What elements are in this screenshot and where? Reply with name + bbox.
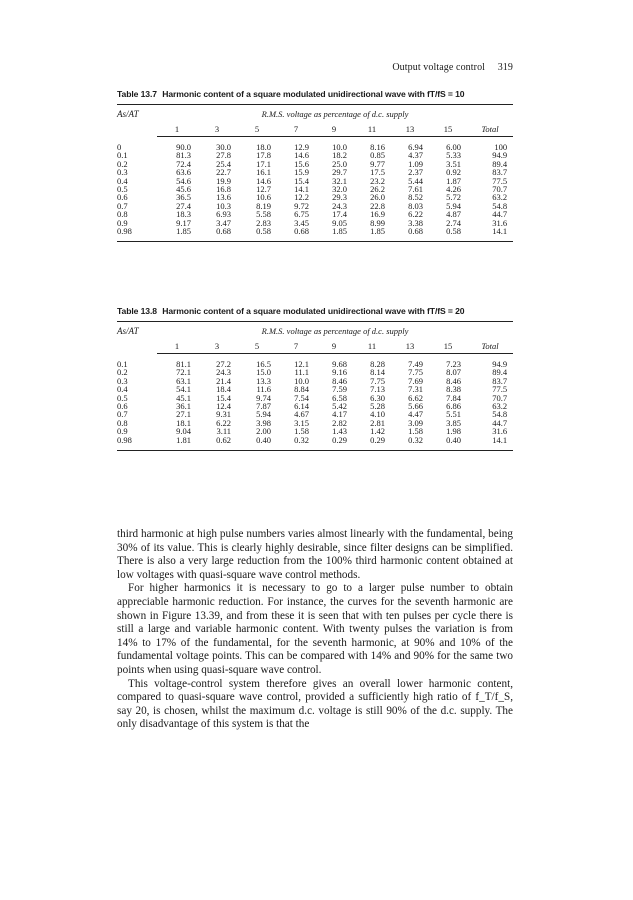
column-header: 7 <box>277 123 315 137</box>
table-cell: 9.68 <box>332 359 347 369</box>
table-cell: 1.42 <box>370 426 385 437</box>
table-cell: 3.38 <box>408 217 423 228</box>
table-cell: 30.0 <box>216 142 231 152</box>
table-cell: 0.40 <box>446 434 461 445</box>
table-cell: 32.1 <box>332 175 347 186</box>
table-cell: 7.59 <box>332 384 347 395</box>
paragraph: third harmonic at high pulse numbers varies almost linearly with the fundamental, being 30% of its value. This is clearly highly desirable, since filter designs can be simplified. There is also a very large reduction from the 100% third harmonic content obtained at low voltages with quasi-square wave control methods. <box>117 528 513 581</box>
table-cell: 9.16 <box>332 367 347 378</box>
table-cell: 7.87 <box>256 401 271 412</box>
table-cell: 10.0 <box>332 142 347 152</box>
table-cell: 25.0 <box>332 158 347 169</box>
table-cell: 13.6 <box>216 192 231 203</box>
table-cell: 27.8 <box>216 150 231 161</box>
table-cell: 4.67 <box>294 409 309 420</box>
body-text <box>117 528 513 732</box>
table-cell: 29.7 <box>332 167 347 178</box>
table-number: Table 13.7 <box>117 89 157 99</box>
table-cell: 9.04 <box>176 426 191 437</box>
table-cell: 9.05 <box>332 217 347 228</box>
row-label: 0.5 <box>117 392 128 403</box>
table-cell: 7.49 <box>408 359 423 369</box>
table-cell: 8.28 <box>370 359 385 369</box>
table-13-8 <box>117 306 513 451</box>
table-cell: 21.4 <box>216 375 231 386</box>
column-header: Total <box>467 340 513 354</box>
table-cell: 10.0 <box>294 375 309 386</box>
table-cell: 6.22 <box>408 209 423 220</box>
table-cell: 22.7 <box>216 167 231 178</box>
table-cell: 63.1 <box>176 375 191 386</box>
table-cell: 89.4 <box>492 367 508 378</box>
column-header: 7 <box>277 340 315 354</box>
table-cell: 31.6 <box>492 426 508 437</box>
column-header: 1 <box>157 123 197 137</box>
table-cell: 8.46 <box>446 375 461 386</box>
table-cell: 22.8 <box>370 200 385 211</box>
row-label: 0.2 <box>117 367 128 378</box>
table-cell: 6.58 <box>332 392 347 403</box>
column-header: 11 <box>353 123 391 137</box>
table-cell: 3.47 <box>216 217 231 228</box>
table-cell: 15.4 <box>294 175 309 186</box>
table-cell: 18.0 <box>256 142 271 152</box>
table-cell: 8.46 <box>332 375 347 386</box>
column-header: 9 <box>315 123 353 137</box>
table-cell: 25.4 <box>216 158 231 169</box>
table-cell: 27.4 <box>176 200 191 211</box>
table-cell: 54.8 <box>492 409 508 420</box>
table-cell: 24.3 <box>216 367 231 378</box>
table-cell: 3.11 <box>216 426 231 437</box>
table-cell: 6.14 <box>294 401 309 412</box>
table-cell: 26.0 <box>370 192 385 203</box>
table-cell: 1.85 <box>370 226 385 237</box>
table-cell: 17.4 <box>332 209 347 220</box>
table-cell: 0.29 <box>332 434 347 445</box>
table-cell: 23.2 <box>370 175 385 186</box>
table-cell: 0.29 <box>370 434 385 445</box>
table-cell: 27.2 <box>216 359 231 369</box>
table-cell: 45.1 <box>176 392 191 403</box>
table-cell: 6.93 <box>216 209 231 220</box>
table-cell: 0.92 <box>446 167 461 178</box>
table-cell: 16.1 <box>256 167 271 178</box>
table-cell: 18.2 <box>332 150 347 161</box>
table-cell: 8.84 <box>294 384 309 395</box>
row-label: 0.7 <box>117 409 128 420</box>
table-cell: 17.1 <box>256 158 271 169</box>
table-cell: 1.58 <box>408 426 423 437</box>
table-cell: 4.17 <box>332 409 347 420</box>
row-label: 0.4 <box>117 175 128 186</box>
column-header: 3 <box>197 340 237 354</box>
row-label: 0.7 <box>117 200 128 211</box>
table-cell: 63.2 <box>492 192 508 203</box>
table-cell: 5.28 <box>370 401 385 412</box>
table-cell: 17.8 <box>256 150 271 161</box>
table-cell: 15.9 <box>294 167 309 178</box>
column-header: 15 <box>429 340 467 354</box>
table-cell: 14.1 <box>492 434 508 445</box>
table-cell: 63.6 <box>176 167 191 178</box>
table-cell: 15.0 <box>256 367 271 378</box>
table-cell: 6.75 <box>294 209 309 220</box>
row-label: 0.98 <box>117 434 132 445</box>
row-label: 0.4 <box>117 384 128 395</box>
table-cell: 54.6 <box>176 175 191 186</box>
row-label: 0.8 <box>117 417 128 428</box>
table-cell: 70.7 <box>492 392 508 403</box>
table-cell: 8.38 <box>446 384 461 395</box>
table-cell: 2.00 <box>256 426 271 437</box>
row-label: 0.9 <box>117 426 128 437</box>
table-cell: 29.3 <box>332 192 347 203</box>
table-cell: 9.72 <box>294 200 309 211</box>
table-cell: 2.37 <box>408 167 423 178</box>
row-label: 0.9 <box>117 217 128 228</box>
table-cell: 31.6 <box>492 217 508 228</box>
table-cell: 72.1 <box>176 367 191 378</box>
table-cell: 0.68 <box>408 226 423 237</box>
table-cell: 83.7 <box>492 375 508 386</box>
table-cell: 0.32 <box>408 434 423 445</box>
table-cell: 8.14 <box>370 367 385 378</box>
table-cell: 36.5 <box>176 192 191 203</box>
table-cell: 1.87 <box>446 175 461 186</box>
table-cell: 4.26 <box>446 184 461 195</box>
paragraph: For higher harmonics it is necessary to go to a larger pulse number to obtain appreciable harmonic reduction. For instance, the curves for the seventh harmonic are shown in Figure 13.39, and from these it is seen that with ten pulses per cycle there is still a large and variable harmonic content. With twenty pulses the variation is from 14% to 17% of the fundamental, for the seventh harmonic, at 90% and 10% of the fundamental voltage points. This can be compared with 14% and 90% for the same two points when using quasi-square wave control. <box>117 582 513 676</box>
table-cell: 100 <box>494 142 508 152</box>
table-cell: 14.6 <box>294 150 309 161</box>
table-cell: 7.61 <box>408 184 423 195</box>
table-cell: 72.4 <box>176 158 191 169</box>
table-cell: 6.86 <box>446 401 461 412</box>
table-cell: 18.1 <box>176 417 191 428</box>
table-cell: 18.4 <box>216 384 231 395</box>
row-label: 0.8 <box>117 209 128 220</box>
table-cell: 36.1 <box>176 401 191 412</box>
table-cell: 14.1 <box>492 226 508 237</box>
table-cell: 19.9 <box>216 175 231 186</box>
table-cell: 44.7 <box>492 209 508 220</box>
table-cell: 7.54 <box>294 392 309 403</box>
table-number: Table 13.8 <box>117 306 157 316</box>
table-cell: 5.58 <box>256 209 271 220</box>
table-cell: 18.3 <box>176 209 191 220</box>
table-cell: 5.66 <box>408 401 423 412</box>
page-number: 319 <box>497 62 513 73</box>
table-cell: 1.58 <box>294 426 309 437</box>
table-cell: 6.22 <box>216 417 231 428</box>
table-cell: 1.09 <box>408 158 423 169</box>
table-cell: 8.07 <box>446 367 461 378</box>
table-13-7 <box>117 89 513 242</box>
table-cell: 6.94 <box>408 142 423 152</box>
column-group-label: R.M.S. voltage as percentage of d.c. supply <box>261 108 409 119</box>
table-cell: 4.10 <box>370 409 385 420</box>
table-cell: 2.74 <box>446 217 461 228</box>
table-cell: 4.87 <box>446 209 461 220</box>
row-label: 0.6 <box>117 401 128 412</box>
table-cell: 4.37 <box>408 150 423 161</box>
harmonic-table <box>117 105 513 242</box>
table-cell: 0.58 <box>256 226 271 237</box>
table-title: Harmonic content of a square modulated unidirectional wave with fT/fS = 20 <box>162 306 465 316</box>
table-cell: 8.19 <box>256 200 271 211</box>
row-label: 0.3 <box>117 375 128 386</box>
table-cell: 10.6 <box>256 192 271 203</box>
table-cell: 6.00 <box>446 142 461 152</box>
column-header: 13 <box>391 123 429 137</box>
table-cell: 7.31 <box>408 384 423 395</box>
table-cell: 70.7 <box>492 184 508 195</box>
table-cell: 2.81 <box>370 417 385 428</box>
table-cell: 0.85 <box>370 150 385 161</box>
table-cell: 1.98 <box>446 426 461 437</box>
table-caption <box>117 306 513 316</box>
table-cell: 2.82 <box>332 417 347 428</box>
table-cell: 9.77 <box>370 158 385 169</box>
table-cell: 13.3 <box>256 375 271 386</box>
table-cell: 0.68 <box>294 226 309 237</box>
table-cell: 0.32 <box>294 434 309 445</box>
table-cell: 7.75 <box>370 375 385 386</box>
table-cell: 5.33 <box>446 150 461 161</box>
column-group-label: R.M.S. voltage as percentage of d.c. supply <box>261 325 409 336</box>
row-label: 0.98 <box>117 226 132 237</box>
table-cell: 3.51 <box>446 158 461 169</box>
table-cell: 7.13 <box>370 384 385 395</box>
table-cell: 5.51 <box>446 409 461 420</box>
table-cell: 24.3 <box>332 200 347 211</box>
table-caption <box>117 89 513 99</box>
row-label: 0.1 <box>117 359 128 369</box>
table-cell: 81.1 <box>176 359 191 369</box>
table-cell: 9.31 <box>216 409 231 420</box>
table-cell: 9.17 <box>176 217 191 228</box>
running-head <box>118 62 513 73</box>
table-cell: 44.7 <box>492 417 508 428</box>
table-cell: 83.7 <box>492 167 508 178</box>
table-cell: 3.09 <box>408 417 423 428</box>
table-cell: 63.2 <box>492 401 508 412</box>
column-header: 11 <box>353 340 391 354</box>
table-cell: 94.9 <box>492 359 508 369</box>
table-cell: 77.5 <box>492 175 508 186</box>
running-head-title: Output voltage control <box>392 62 486 73</box>
table-cell: 15.4 <box>216 392 231 403</box>
table-cell: 8.52 <box>408 192 423 203</box>
table-cell: 5.94 <box>446 200 461 211</box>
table-cell: 54.1 <box>176 384 191 395</box>
table-cell: 1.43 <box>332 426 347 437</box>
table-cell: 81.3 <box>176 150 191 161</box>
table-cell: 54.8 <box>492 200 508 211</box>
table-cell: 1.85 <box>332 226 347 237</box>
column-header: 15 <box>429 123 467 137</box>
table-cell: 0.62 <box>216 434 231 445</box>
table-cell: 8.03 <box>408 200 423 211</box>
table-cell: 3.85 <box>446 417 461 428</box>
table-cell: 7.75 <box>408 367 423 378</box>
row-label: 0.3 <box>117 167 128 178</box>
table-cell: 32.0 <box>332 184 347 195</box>
table-cell: 5.44 <box>408 175 423 186</box>
table-cell: 11.1 <box>294 367 309 378</box>
column-header: 1 <box>157 340 197 354</box>
table-cell: 2.83 <box>256 217 271 228</box>
table-cell: 3.45 <box>294 217 309 228</box>
table-row <box>117 227 513 235</box>
table-cell: 0.58 <box>446 226 461 237</box>
table-cell: 3.98 <box>256 417 271 428</box>
table-cell: 89.4 <box>492 158 508 169</box>
row-axis-label: As/AT <box>117 108 139 119</box>
paragraph: This voltage-control system therefore gives an overall lower harmonic content, compared to quasi-square wave control, provided a sufficiently high ratio of f_T/f_S, say 20, is chosen, whilst the maximum d.c. voltage is still 90% of the d.c. supply. The only disadvantage of this system is that the <box>117 677 513 731</box>
table-cell: 5.94 <box>256 409 271 420</box>
table-cell: 5.42 <box>332 401 347 412</box>
table-cell: 12.4 <box>216 401 231 412</box>
table-cell: 6.30 <box>370 392 385 403</box>
table-cell: 9.74 <box>256 392 271 403</box>
table-cell: 8.99 <box>370 217 385 228</box>
table-cell: 12.1 <box>294 359 309 369</box>
table-cell: 10.3 <box>216 200 231 211</box>
column-header: 5 <box>237 123 277 137</box>
table-cell: 6.62 <box>408 392 423 403</box>
table-cell: 1.81 <box>176 434 191 445</box>
column-header: 3 <box>197 123 237 137</box>
table-cell: 8.16 <box>370 142 385 152</box>
table-cell: 26.2 <box>370 184 385 195</box>
table-cell: 16.8 <box>216 184 231 195</box>
table-cell: 4.47 <box>408 409 423 420</box>
column-header: 9 <box>315 340 353 354</box>
table-cell: 3.15 <box>294 417 309 428</box>
column-header: 13 <box>391 340 429 354</box>
row-label: 0.2 <box>117 158 128 169</box>
table-cell: 7.23 <box>446 359 461 369</box>
table-cell: 12.9 <box>294 142 309 152</box>
table-cell: 17.5 <box>370 167 385 178</box>
column-header: 5 <box>237 340 277 354</box>
table-cell: 16.9 <box>370 209 385 220</box>
table-cell: 12.2 <box>294 192 309 203</box>
table-cell: 16.5 <box>256 359 271 369</box>
harmonic-table <box>117 322 513 451</box>
table-cell: 7.69 <box>408 375 423 386</box>
table-cell: 14.6 <box>256 175 271 186</box>
table-cell: 15.6 <box>294 158 309 169</box>
row-label: 0 <box>117 142 122 152</box>
row-label: 0.1 <box>117 150 128 161</box>
table-cell: 14.1 <box>294 184 309 195</box>
table-cell: 1.85 <box>176 226 191 237</box>
table-cell: 5.72 <box>446 192 461 203</box>
row-label: 0.6 <box>117 192 128 203</box>
table-cell: 7.84 <box>446 392 461 403</box>
table-row <box>117 436 513 444</box>
row-axis-label: As/AT <box>117 325 139 336</box>
table-cell: 27.1 <box>176 409 191 420</box>
row-label: 0.5 <box>117 184 128 195</box>
column-header: Total <box>467 123 513 137</box>
table-cell: 0.40 <box>256 434 271 445</box>
table-cell: 11.6 <box>256 384 271 395</box>
table-cell: 94.9 <box>492 150 508 161</box>
table-cell: 77.5 <box>492 384 508 395</box>
table-title: Harmonic content of a square modulated unidirectional wave with fT/fS = 10 <box>162 89 465 99</box>
table-cell: 12.7 <box>256 184 271 195</box>
table-cell: 45.6 <box>176 184 191 195</box>
table-cell: 0.68 <box>216 226 231 237</box>
table-cell: 90.0 <box>176 142 191 152</box>
